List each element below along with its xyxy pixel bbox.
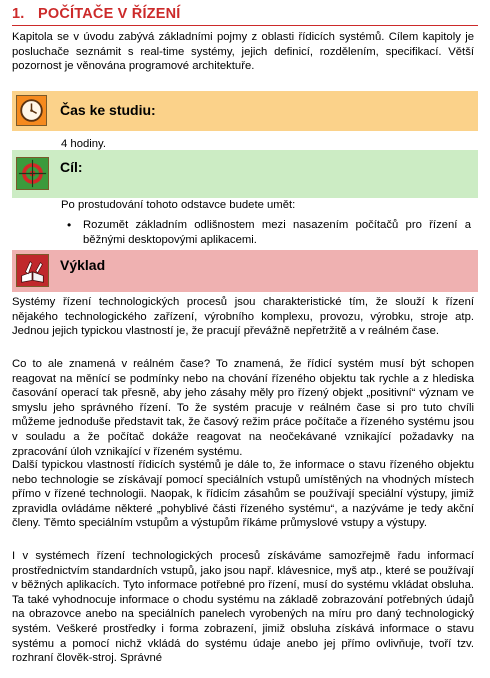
- title-underline: [12, 25, 478, 26]
- clock-icon: [16, 95, 47, 126]
- book-icon: [16, 254, 49, 287]
- explanation-paragraph-1: Systémy řízení technologických procesů jsou charakteristické tím, že slouží k řízení nějakého technologického zařízení, výrobního komplexu, provozu, výrobku, stroje atp. Jednou jejich typickou vlastností je, že pracují převážně nepřetržitě a v reálném čase.: [12, 296, 474, 338]
- chapter-title: [12, 6, 181, 22]
- goal-label: Cíl:: [60, 159, 83, 175]
- chapter-intro: Kapitola se v úvodu zabývá základními pojmy z oblasti řídicích systémů. Cílem kapitoly je posluchače seznámit s real-time systémy, jejich definicí, rozdělením, specifikací. Větší pozornost je věnována programové architektuře.: [12, 31, 474, 73]
- explanation-label: Výklad: [60, 257, 106, 273]
- chapter-title-text: POČÍTAČE V ŘÍZENÍ: [38, 6, 181, 22]
- study-time-value: 4 hodiny.: [61, 138, 107, 150]
- study-time-band: [12, 91, 478, 131]
- goal-list: [61, 218, 471, 247]
- explanation-paragraph-2: Co to ale znamená v reálném čase? To znamená, že řídicí systém musí být schopen reagovat na měnící se podmínky nebo na chování řízeného objektu tak rychle a z hlediska časování operací tak přesně, aby jeho zásahy měly pro řízený objekt „positivní“ význam ve smyslu jeho správného řízení. To že systém pracuje v reálném čase si pro tuto chvíli můžeme jednoduše představit tak, že časový režim práce počítače a řízeného systému jsou v souladu a že počítač dokáže reagovat na neočekávané vznikající požadavky na zpracování úloh vznikající v řízeném systému.: [12, 358, 474, 458]
- goal-intro: Po prostudování tohoto odstavce budete umět:: [61, 199, 296, 211]
- chapter-number: 1.: [12, 6, 25, 22]
- goal-item: • Rozumět základním odlišnostem mezi nasazením počítačů pro řízení a běžnými desktopovými aplikacemi.: [61, 218, 471, 247]
- target-icon: [16, 157, 49, 190]
- study-time-label: Čas ke studiu:: [60, 102, 156, 118]
- explanation-band: [12, 250, 478, 292]
- explanation-paragraph-3: Další typickou vlastností řídicích systémů je dále to, že informace o stavu řízeného objektu nebo technologie se získávají pomocí speciálních vstupů umístěných na vhodných místech přímo v řízené technologii. Naopak, k řídicím zásahům se používají speciální výstupy, jimiž zpravidla ovládáme některé „pohyblivé části řízeného systému“, a nazýváme je tedy akční členy. Těmto speciálním vstupům a výstupům říkáme průmyslové vstupy a výstupy.: [12, 459, 474, 530]
- goal-band: [12, 150, 478, 198]
- explanation-paragraph-4: I v systémech řízení technologických procesů získáváme samozřejmě řadu informací prostřednictvím standardních vstupů, jako jsou např. klávesnice, myš atp., které se používají v běžných aplikacích. Tyto informace potřebné pro řízení, musí do systému vkládat obsluha. Ta také vyhodnocuje informace o chodu systému na základě zobrazování potřebných údajů na obrazovce anebo na speciálních panelech vyrobených na míru pro daný technologický systém. Veškeré prostředky i forma zobrazení, jimiž obsluha získává informace o stavu systému a pomocí nichž vkládá do systému údaje anebo jej přímo ovlivňuje, tvoří tzv. rozhraní člověk-stroj. Správné: [12, 550, 474, 665]
